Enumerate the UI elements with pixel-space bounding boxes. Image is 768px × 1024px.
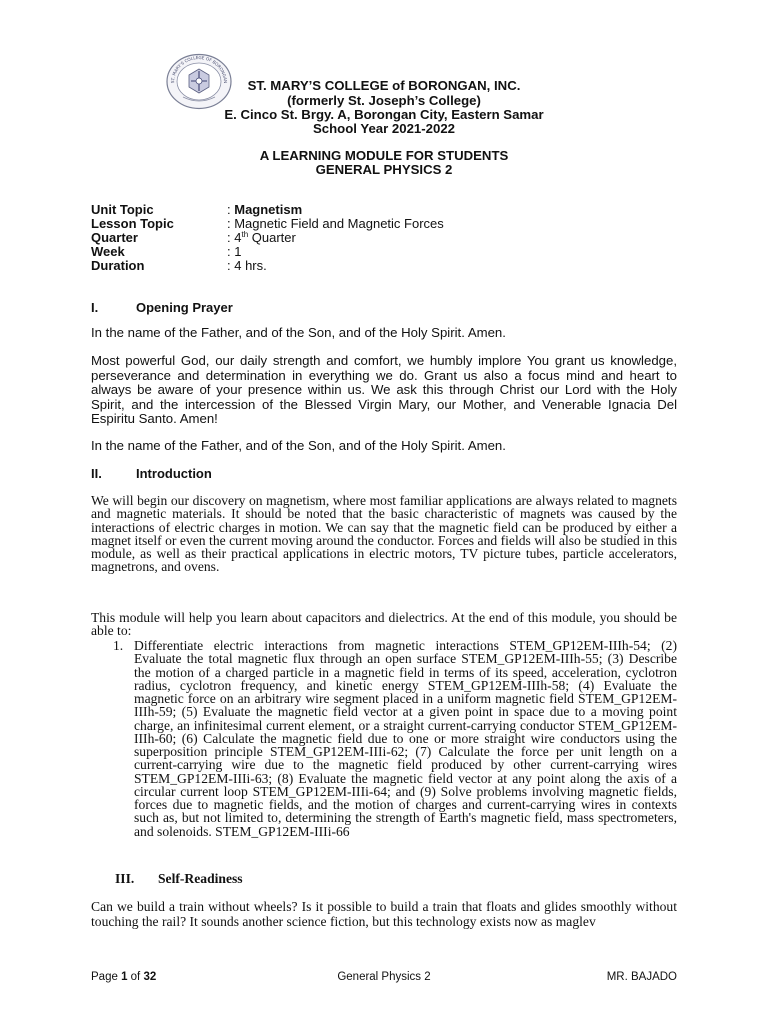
lesson-topic-label: Lesson Topic [91,216,174,231]
unit-topic-separator: : [227,202,235,217]
lesson-topic-value: : Magnetic Field and Magnetic Forces [227,216,444,231]
quarter-label: Quarter [91,230,138,245]
duration-value: : 4 hrs. [227,258,267,273]
objectives-list-item [113,639,677,838]
duration-label: Duration [91,258,145,273]
seal-lettering: ST. MARY'S COLLEGE OF BORONGAN [169,54,229,84]
module-title: A LEARNING MODULE FOR STUDENTS [259,148,509,163]
self-readiness-paragraph: Can we build a train without wheels? Is it possible to build a train that floats and glides smoothly without touching the rail? It sounds another science fiction, but this technology exists now as maglev [91,899,677,929]
school-name: ST. MARY’S COLLEGE of BORONGAN, INC. [247,78,521,93]
unit-topic-value: Magnetism [234,202,303,217]
list-item-text: Differentiate electric interactions from magnetic interactions STEM_GP12EM-IIIh-54; (2) Evaluate the total magnetic flux through an open surface STEM_GP12EM-IIIh-55; (3) Describe the motion of a charged particle in a magnetic field in terms of its speed, acceleration, cyclotron radius, cyclotron frequency, and kinetic energy STEM_GP12EM-IIIh-58; (4) Evaluate the magnetic force on an arbitrary wire segment placed in a uniform magnetic field STEM_GP12EM-IIIh-59; (5) Evaluate the magnetic field vector at a given point in space due to a moving point charge, an infinitesimal current element, or a straight current-carrying conductor STEM_GP12EM-IIIh-60; (6) Calculate the magnetic field due to one or more straight wire conductors using the superposition principle STEM_GP12EM-IIIi-62; (7) Calculate the force per unit length on a current-carrying wire due to the magnetic field produced by other current-carrying wires STEM_GP12EM-IIIi-63; (8) Evaluate the magnetic field vector at any point along the axis of a circular current loop STEM_GP12EM-IIIi-64; and (9) Solve problems involving magnetic fields, forces due to magnetic fields, and the motion of charges and current-carrying wires in contexts such as, but not limited to, determining the strength of Earth's magnetic field, mass spectrometers, and solenoids. STEM_GP12EM-IIIi-66 [134,638,677,839]
footer-author: MR. BAJADO [606,971,677,983]
week-value: : 1 [227,244,242,259]
current-page-number: 1 [121,971,128,983]
footer-subject: General Physics 2 [337,971,431,983]
intro-paragraph: We will begin our discovery on magnetism, where most familiar applications are always related to magnets and magnetic materials. It should be noted that the basic characteristic of magnets was caused by the interactions of electric charges in motion. We can say that the magnetic field can be produced by either a magnet itself or even the current moving around the conductor. Forces and fields will also be studied in this module, as well as their practical applications in electric motors, TV picture tubes, particle accelerators, magnetrons, and ovens. [91,493,677,575]
week-label: Week [91,244,125,259]
total-page-count: 32 [143,971,157,983]
prayer-closing-line: In the name of the Father, and of the Son, and of the Holy Spirit. Amen. [91,438,506,453]
subject-title: GENERAL PHYSICS 2 [315,162,453,177]
school-year: School Year 2021-2022 [313,121,455,136]
former-name: (formerly St. Joseph’s College) [287,93,481,108]
quarter-value: : 4th Quarter [227,230,296,245]
school-address: E. Cinco St. Brgy. A, Borongan City, Eastern Samar [224,107,544,122]
unit-topic-label: Unit Topic [91,202,154,217]
objectives-lead: This module will help you learn about capacitors and dielectrics. At the end of this module, you should be able to: [91,610,677,639]
prayer-body: Most powerful God, our daily strength and comfort, we humbly implore You grant us knowledge, perseverance and determination in everything we do. Grant us also a focus mind and heart to always be aware of your presence within us. We ask this through Christ our Lord with the Holy Spirit, and the intercession of the Blessed Virgin Mary, our Mother, and Venerable Ignacia Del Espiritu Santo. Amen! [91,353,677,426]
list-item-number: 1. [113,638,124,653]
prayer-opening-line: In the name of the Father, and of the Son, and of the Holy Spirit. Amen. [91,325,506,340]
page-counter: Page 1 of 32 [91,971,157,983]
